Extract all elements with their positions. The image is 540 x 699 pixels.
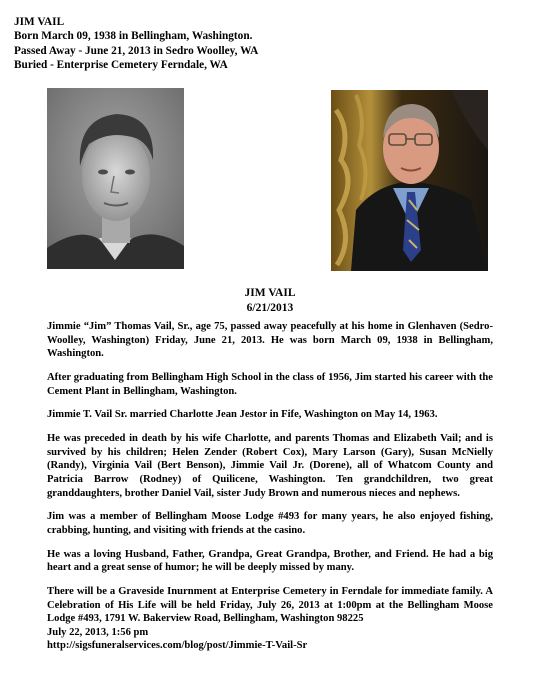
header-passed: Passed Away - June 21, 2013 in Sedro Woolley, WA [14, 44, 259, 57]
paragraph-marriage: Jimmie T. Vail Sr. married Charlotte Jean Jestor in Fife, Washington on May 14, 1963. [47, 409, 438, 421]
paragraph-career: After graduating from Bellingham High School in the class of 1956, Jim started his career with the Cement Plant in Bellingham, Washington. [47, 371, 493, 397]
header-block [14, 15, 258, 73]
paragraph-intro: Jimmie “Jim” Thomas Vail, Sr., age 75, passed away peacefully at his home in Glenhaven (Sedro-Woolley, Washington) Friday, June 21, 2013. He was born March 09, 1938 in Bellingham, Washington. [47, 321, 493, 360]
title-name: JIM VAIL [244, 287, 296, 299]
paragraph-family: He was preceded in death by his wife Charlotte, and parents Thomas and Elizabeth Vail; and is survived by his children; Helen Zender (Robert Cox), Mary Larson (Gary), Susan McNielly (Randy), Virginia Vail (Bert Benson), Jimmie Vail Jr. (Dorene), all of Whatcom County and Patricia Barrow (Rodney) of Quilicene, Washington. Ten grandchildren, two great granddaughters, brother Daniel Vail, sister Judy Brown and numerous nieces and nephews. [47, 433, 493, 499]
post-timestamp: July 22, 2013, 1:56 pm [47, 626, 149, 638]
title-date: 6/21/2013 [246, 302, 294, 314]
obituary-title [0, 286, 540, 316]
paragraph-services: There will be a Graveside Inurnment at Enterprise Cemetery in Ferndale for immediate family. A Celebration of His Life will be held Friday, July 26, 2013 at 1:00pm at the Bellingham Moose Lodge #493, 1791 W. Bakerview Road, Bellingham, Washington 98225 [47, 586, 493, 625]
header-buried: Buried - Enterprise Cemetery Ferndale, WA [14, 59, 228, 72]
obituary-body [47, 320, 493, 653]
paragraph-hobbies: Jim was a member of Bellingham Moose Lodge #493 for many years, he also enjoyed fishing, crabbing, hunting, and visiting with friends at the casino. [47, 511, 493, 536]
source-url-link[interactable]: http://sigsfuneralservices.com/blog/post/Jimmie-T-Vail-Sr [47, 640, 308, 652]
header-name: JIM VAIL [14, 16, 65, 28]
header-born: Born March 09, 1938 in Bellingham, Washington. [14, 30, 253, 43]
young-portrait-photo [47, 88, 184, 269]
paragraph-character: He was a loving Husband, Father, Grandpa, Great Grandpa, Brother, and Friend. He had a big heart and a great sense of humor; he will be deeply missed by many. [47, 548, 493, 574]
older-portrait-photo [331, 90, 488, 271]
